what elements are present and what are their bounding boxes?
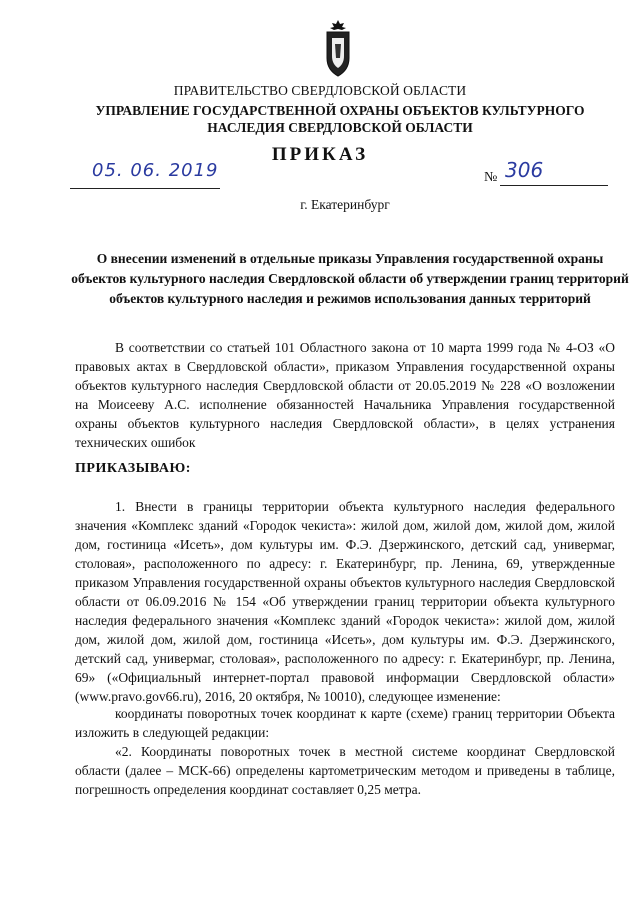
number-label: № <box>484 170 498 185</box>
item-1-paragraph: 1. Внести в границы территории объекта культурного наследия федерального значения «Комплекс зданий «Городок чекиста»: жилой дом, жилой дом, жилой дом, жилой дом, гостиница «Исеть», дом культуры им. Ф.Э. Дзержинского, детский сад, универмаг, столовая», расположенного по адресу: г. Екатеринбург, пр. Ленина, 69, утвержденные приказом Управления государственной охраны объектов культурного наследия Свердловской области от 06.09.2016 № 154 «Об утверждении границ территории объекта культурного наследия федерального значения «Комплекс зданий «Городок чекиста»: жилой дом, жилой дом, жилой дом, жилой дом, гостиница «Исеть», дом культуры им. Ф.Э. Дзержинского, детский сад, универмаг, столовая», расположенного по адресу: г. Екатеринбург, пр. Ленина, 69» («Официальный интернет-портал правовой информации Свердловской области» (www.pravo.gov66.ru), 2016, 20 октября, № 10010), следующее изменение: <box>75 499 615 704</box>
city: г. Екатеринбург <box>300 197 390 212</box>
document-subject: О внесении изменений в отдельные приказы Управления государственной охраны объектов культурного наследия Свердловской области об утверждении границ территорий объектов культурного наследия и режимов использования данных территорий <box>71 251 629 306</box>
item-1-quote-paragraph: «2. Координаты поворотных точек в местной системе координат Свердловской области (далее – МСК-66) определены картометрическим методом и приведены в таблице, погрешность определения координат составляет 0,25 метра. <box>75 744 615 797</box>
item-1-change-paragraph: координаты поворотных точек координат к карте (схеме) границ территории Объекта изложить в следующей редакции: <box>75 706 615 740</box>
order-number: 306 <box>505 158 544 182</box>
coat-of-arms-icon <box>323 18 353 78</box>
order-keyword: ПРИКАЗЫВАЮ: <box>75 461 191 476</box>
government-name: ПРАВИТЕЛЬСТВО СВЕРДЛОВСКОЙ ОБЛАСТИ <box>173 83 467 98</box>
preamble-paragraph: В соответствии со статьей 101 Областного закона от 10 марта 1999 года № 4-ОЗ «О правовых актах в Свердловской области», приказом Управления государственной охраны объектов культурного наследия Свердловской области от 20.05.2019 № 228 «О возложении на Моисееву А.С. исполнение обязанностей Начальника Управления государственной охраны объектов культурного наследия Свердловской области», в целях устранения технических ошибок <box>75 340 615 450</box>
order-date: 05. 06. 2019 <box>92 160 219 181</box>
document-type-title: ПРИКАЗ <box>271 144 369 165</box>
agency-name: УПРАВЛЕНИЕ ГОСУДАРСТВЕННОЙ ОХРАНЫ ОБЪЕКТОВ КУЛЬТУРНОГО НАСЛЕДИЯ СВЕРДЛОВСКОЙ ОБЛАСТИ <box>95 103 585 135</box>
